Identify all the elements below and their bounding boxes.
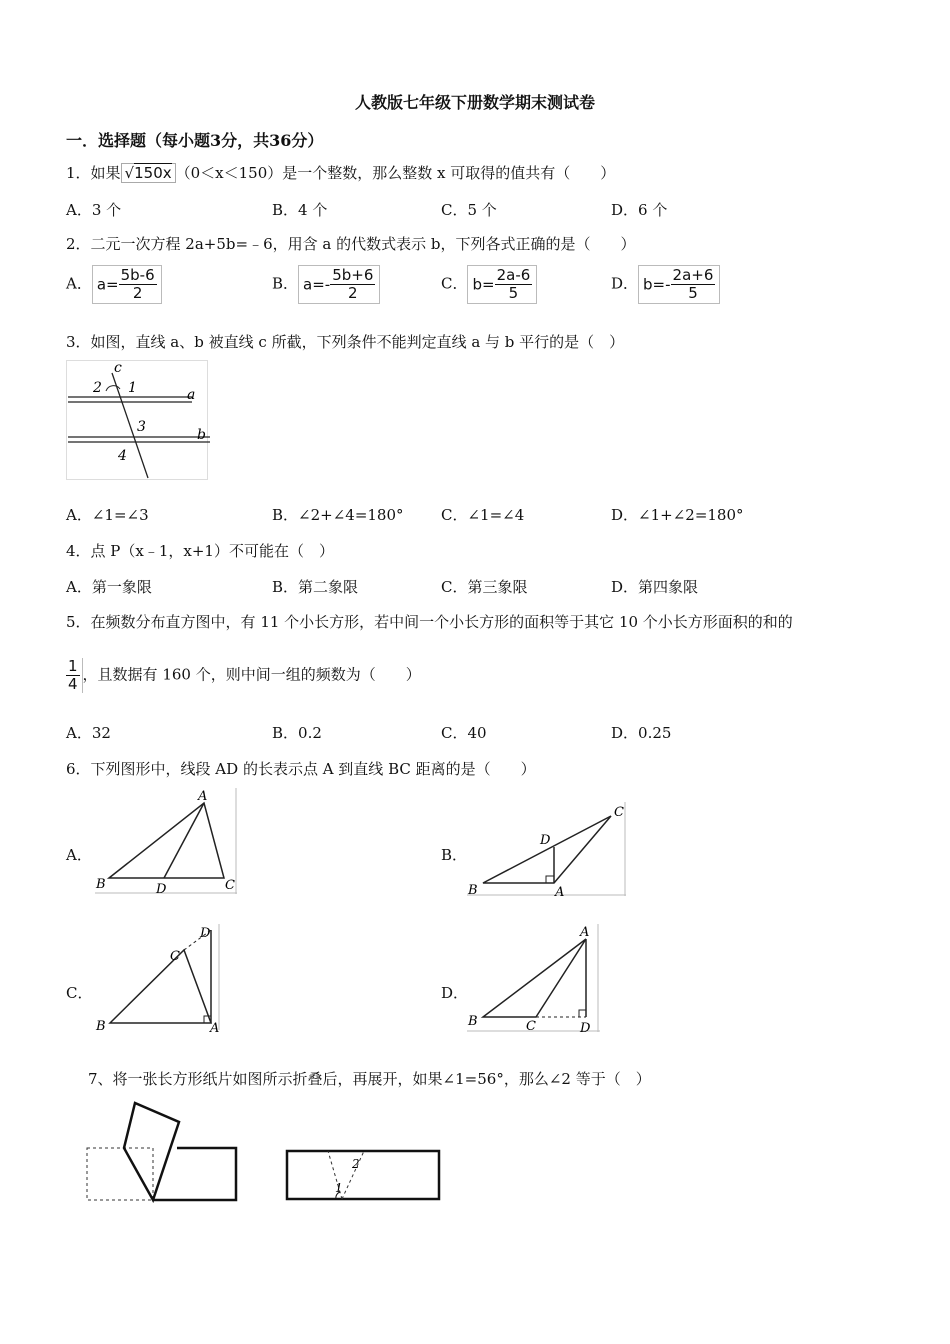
question-5-cont bbox=[66, 658, 421, 693]
pt-d: D bbox=[156, 882, 167, 897]
label-b: b bbox=[197, 427, 206, 443]
question-6: 6．下列图形中，线段 AD 的长表示点 A 到直线 BC 距离的是（ ） bbox=[66, 760, 536, 778]
triangle-abc bbox=[109, 803, 224, 878]
pt-c: C bbox=[526, 1019, 536, 1034]
q5-text2: ，且数据有 160 个，则中间一组的频数为（ ） bbox=[82, 665, 421, 684]
radicand: 150x bbox=[134, 164, 172, 182]
question-7: 7、将一张长方形纸片如图所示折叠后，再展开，如果∠1=56°，那么∠2 等于（ ） bbox=[88, 1070, 651, 1088]
pt-a: A bbox=[580, 925, 590, 940]
q2-a-fraction bbox=[119, 267, 157, 302]
pt-b: B bbox=[468, 1014, 478, 1029]
pt-d: D bbox=[580, 1021, 591, 1036]
q3-figure bbox=[66, 360, 210, 482]
q5-option-c[interactable]: C．40 bbox=[441, 724, 487, 742]
q1-text-post: （0＜x＜150）是一个整数，那么整数 x 可取得的值共有（ ） bbox=[175, 164, 616, 182]
triangle-abc bbox=[483, 816, 611, 883]
q4-option-c[interactable]: C．第三象限 bbox=[441, 578, 528, 596]
q6-figure-b bbox=[466, 800, 628, 898]
q2-a-expression bbox=[92, 265, 162, 304]
pt-b: B bbox=[96, 877, 106, 892]
q2-b-num: 5b+6 bbox=[332, 266, 374, 284]
label-1: 1 bbox=[128, 380, 137, 396]
q6-option-a[interactable]: A． bbox=[66, 846, 92, 864]
q4-option-a[interactable]: A．第一象限 bbox=[66, 578, 152, 596]
question-3: 3．如图，直线 a、b 被直线 c 所截，下列条件不能判定直线 a 与 b 平行的是（ ） bbox=[66, 333, 625, 351]
q5-option-d[interactable]: D．0.25 bbox=[611, 724, 672, 742]
q7-figure-unfolded bbox=[284, 1148, 444, 1204]
label-c: c bbox=[114, 360, 122, 376]
triangle-abc bbox=[483, 939, 586, 1017]
radical-expression: √150x bbox=[121, 163, 176, 183]
right-angle-mark bbox=[579, 1010, 586, 1017]
q2-a-letter: A． bbox=[66, 274, 92, 293]
folded-flap bbox=[124, 1103, 179, 1200]
label-4: 4 bbox=[118, 448, 127, 464]
q4-option-d[interactable]: D．第四象限 bbox=[611, 578, 699, 596]
pt-a: A bbox=[210, 1021, 220, 1034]
q3-option-a[interactable]: A．∠1=∠3 bbox=[66, 506, 149, 524]
q1-option-a[interactable]: A．3 个 bbox=[66, 201, 122, 219]
question-5: 5．在频数分布直方图中，有 11 个小长方形，若中间一个小长方形的面积等于其它 10 个小长方形面积的和的 bbox=[66, 613, 793, 631]
q2-c-lhs: b= bbox=[472, 275, 495, 294]
label-a: a bbox=[187, 387, 196, 403]
pt-b: B bbox=[468, 883, 478, 898]
label-2: 2 bbox=[93, 380, 102, 396]
section-heading: 一．选择题（每小题3分，共36分） bbox=[66, 131, 324, 150]
frac-num: 1 bbox=[68, 657, 78, 675]
q6-option-b[interactable]: B． bbox=[441, 846, 468, 864]
label-3: 3 bbox=[137, 419, 146, 435]
q2-c-expression bbox=[467, 265, 537, 304]
q2-a-den: 2 bbox=[132, 284, 143, 302]
pt-c: C bbox=[225, 878, 235, 893]
q2-c-fraction bbox=[495, 267, 533, 302]
pt-c: C bbox=[170, 949, 180, 964]
q2-d-expression bbox=[638, 265, 720, 304]
q2-b-expression bbox=[298, 265, 380, 304]
pt-d: D bbox=[540, 833, 551, 848]
q1-option-b[interactable]: B．4 个 bbox=[272, 201, 328, 219]
pt-c: C bbox=[614, 805, 624, 820]
q2-d-fraction bbox=[671, 267, 716, 302]
q2-option-b[interactable] bbox=[272, 265, 380, 304]
q2-option-c[interactable] bbox=[441, 265, 537, 304]
q2-d-letter: D． bbox=[611, 274, 639, 293]
q5-option-b[interactable]: B．0.2 bbox=[272, 724, 322, 742]
question-4: 4．点 P（x﹣1，x+1）不可能在（ ） bbox=[66, 542, 334, 560]
frac-den: 4 bbox=[68, 675, 78, 693]
q1-text-pre: 1．如果 bbox=[66, 164, 121, 182]
q2-d-den: 5 bbox=[688, 284, 698, 302]
angle-label-2: 2 bbox=[352, 1157, 360, 1171]
page-title: 人教版七年级下册数学期末测试卷 bbox=[354, 93, 595, 112]
q6-option-d[interactable]: D． bbox=[441, 984, 469, 1002]
pt-a: A bbox=[555, 885, 565, 898]
question-2: 2．二元一次方程 2a+5b=﹣6，用含 a 的代数式表示 b，下列各式正确的是（ ） bbox=[66, 235, 636, 253]
q2-d-num: 2a+6 bbox=[672, 266, 714, 284]
pt-d: D bbox=[200, 926, 211, 941]
q7-figure-folded bbox=[84, 1098, 244, 1206]
q2-option-d[interactable] bbox=[611, 265, 720, 304]
angle-label-1: 1 bbox=[335, 1181, 343, 1195]
q2-option-a[interactable] bbox=[66, 265, 162, 304]
strip-rectangle bbox=[287, 1151, 439, 1199]
q2-b-den: 2 bbox=[348, 284, 358, 302]
q3-option-b[interactable]: B．∠2+∠4=180° bbox=[272, 506, 404, 524]
segment-ad bbox=[164, 803, 204, 878]
dashed-original-part bbox=[87, 1148, 153, 1200]
q6-figure-c bbox=[94, 922, 226, 1034]
q5-option-a[interactable]: A．32 bbox=[66, 724, 111, 742]
q2-d-lhs: b=- bbox=[643, 275, 671, 294]
q1-option-d[interactable]: D．6 个 bbox=[611, 201, 668, 219]
triangle-abc bbox=[110, 950, 211, 1023]
q6-figure-d bbox=[466, 922, 602, 1037]
q1-option-c[interactable]: C．5 个 bbox=[441, 201, 497, 219]
q2-c-num: 2a-6 bbox=[496, 266, 531, 284]
q3-option-d[interactable]: D．∠1+∠2=180° bbox=[611, 506, 744, 524]
q2-b-fraction bbox=[330, 267, 375, 302]
q3-option-c[interactable]: C．∠1=∠4 bbox=[441, 506, 525, 524]
q4-option-b[interactable]: B．第二象限 bbox=[272, 578, 359, 596]
pt-a: A bbox=[198, 789, 208, 804]
q2-a-num: 5b-6 bbox=[120, 266, 155, 284]
q2-c-den: 5 bbox=[508, 284, 519, 302]
fraction-one-quarter bbox=[66, 658, 83, 693]
q2-c-letter: C． bbox=[441, 274, 468, 293]
q6-option-c[interactable]: C． bbox=[66, 984, 93, 1002]
q2-b-letter: B． bbox=[272, 274, 299, 293]
q2-b-lhs: a=- bbox=[303, 275, 331, 294]
strip-remaining bbox=[153, 1148, 236, 1200]
right-angle-mark bbox=[546, 876, 554, 883]
question-1 bbox=[66, 162, 615, 183]
q2-a-lhs: a= bbox=[96, 275, 119, 294]
q6-figure-a bbox=[94, 786, 239, 898]
pt-b: B bbox=[96, 1019, 106, 1034]
